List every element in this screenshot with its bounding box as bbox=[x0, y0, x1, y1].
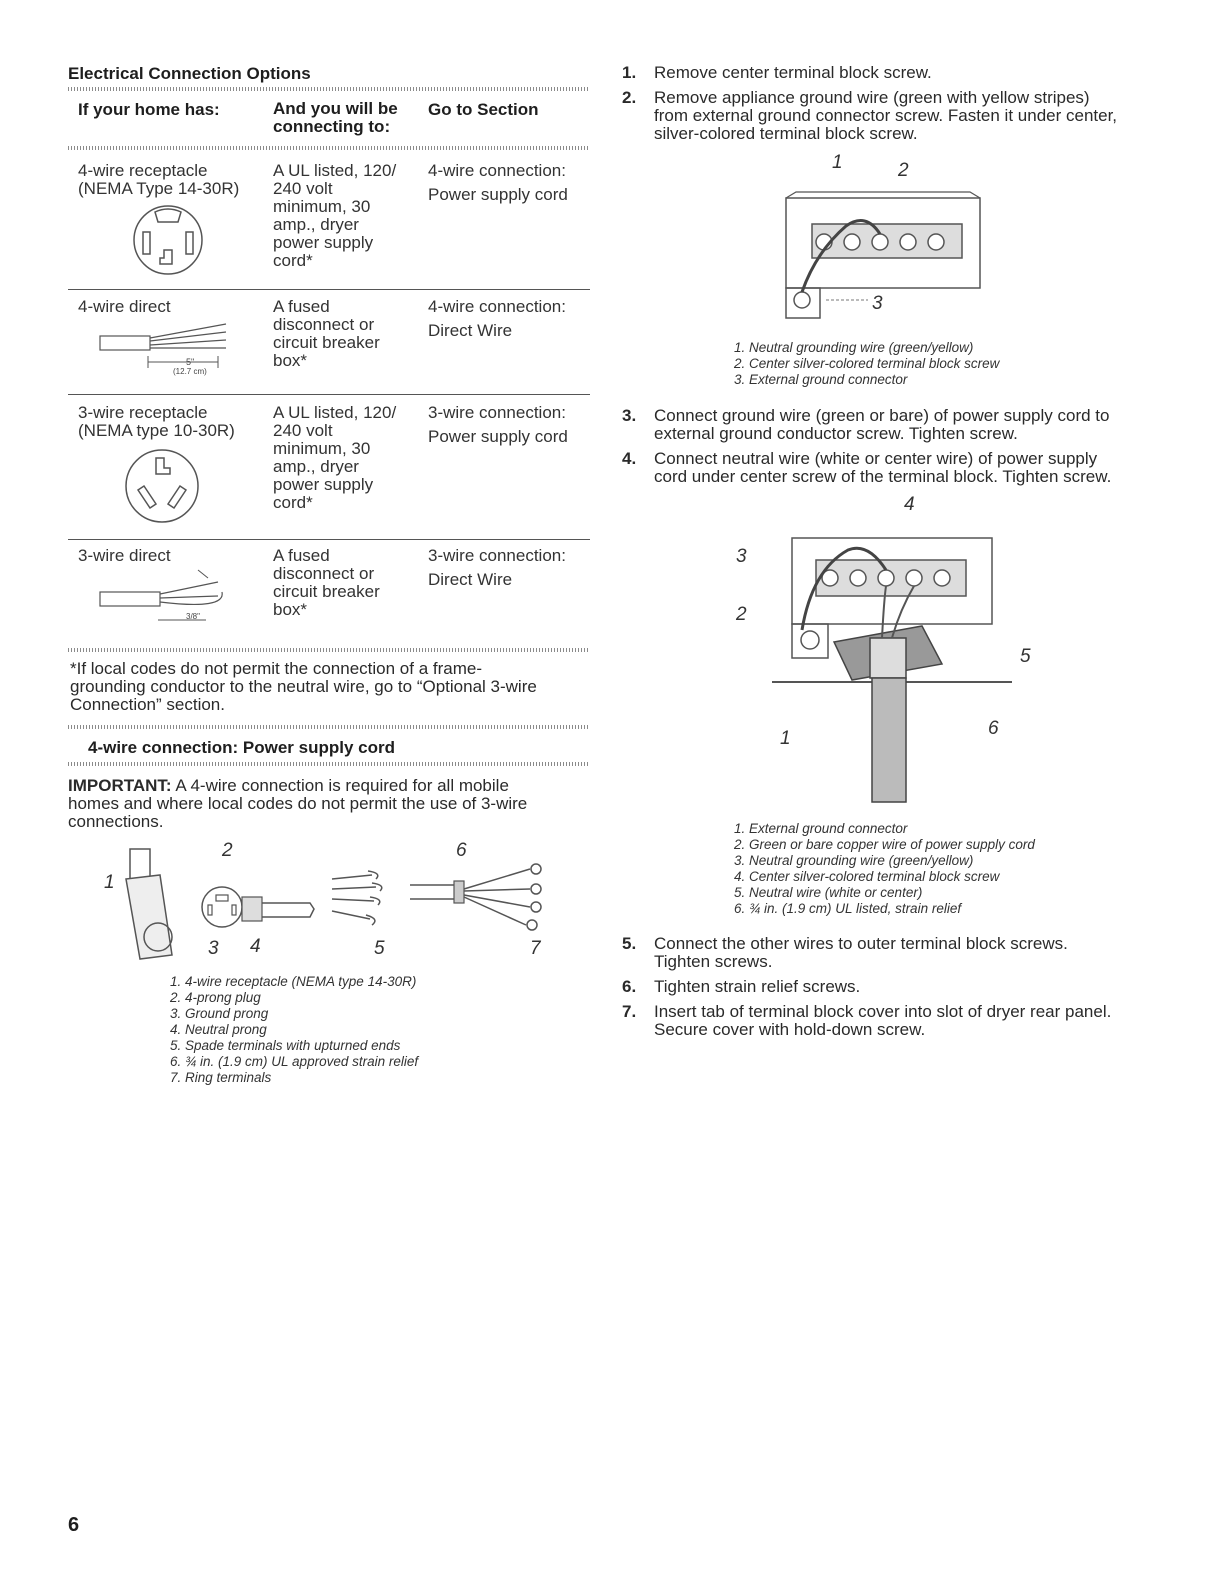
callout-number: 7 bbox=[530, 938, 541, 959]
table-cell-connect: A UL listed, 120/ 240 volt minimum, 30 amp., dryer power supply cord* bbox=[273, 161, 397, 270]
table-cell-home: 3-wire receptacle (NEMA type 10-30R) bbox=[78, 403, 235, 440]
step-number: 3. bbox=[622, 406, 637, 425]
dimension-label: (12.7 cm) bbox=[173, 367, 207, 376]
receptacle-10-30r-icon bbox=[120, 446, 204, 526]
dimension-label: 3/8" bbox=[186, 612, 200, 621]
divider bbox=[68, 394, 590, 395]
callout-number: 2 bbox=[222, 840, 233, 861]
dimension-label: 5" bbox=[186, 357, 195, 367]
figure-caption: 3. Ground prong bbox=[170, 1006, 269, 1021]
callout-number: 5 bbox=[374, 938, 385, 959]
divider bbox=[68, 648, 590, 652]
callout-number: 6 bbox=[456, 840, 467, 861]
table-cell-home: 3-wire direct bbox=[78, 546, 171, 565]
table-cell-section: 4-wire connection: bbox=[428, 161, 566, 180]
callout-number: 2 bbox=[898, 160, 909, 181]
callout-number: 2 bbox=[736, 604, 747, 625]
table-cell-connect: A UL listed, 120/ 240 volt minimum, 30 amp., dryer power supply cord* bbox=[273, 403, 397, 512]
step-item bbox=[622, 1002, 1154, 1039]
step-item bbox=[622, 63, 932, 82]
step-number: 4. bbox=[622, 449, 637, 468]
callout-number: 3 bbox=[872, 293, 883, 314]
figure-caption: 3. Neutral grounding wire (green/yellow) bbox=[734, 853, 974, 868]
divider bbox=[68, 762, 590, 766]
callout-number: 3 bbox=[736, 546, 747, 567]
step-number: 2. bbox=[622, 88, 637, 107]
table-cell-section: 4-wire connection: bbox=[428, 297, 566, 316]
step-text: Connect ground wire (green or bare) of power supply cord to external ground conductor screw. Tighten screw. bbox=[654, 406, 1110, 443]
figure-caption: 1. External ground connector bbox=[734, 821, 908, 836]
receptacle-14-30r-icon bbox=[128, 202, 208, 282]
figure-caption: 2. 4-prong plug bbox=[170, 990, 261, 1005]
figure-caption: 1. 4-wire receptacle (NEMA type 14-30R) bbox=[170, 974, 417, 989]
figure-caption: 1. Neutral grounding wire (green/yellow) bbox=[734, 340, 974, 355]
table-header-connect: And you will be connecting to: bbox=[273, 99, 398, 136]
table-cell-section: Power supply cord bbox=[428, 427, 568, 446]
step-number: 5. bbox=[622, 934, 637, 953]
divider bbox=[68, 289, 590, 290]
step-item bbox=[622, 88, 1154, 143]
page-number: 6 bbox=[68, 1514, 80, 1536]
callout-number: 1 bbox=[780, 728, 791, 749]
step-item bbox=[622, 934, 1154, 971]
section-title: Electrical Connection Options bbox=[68, 64, 311, 83]
figure-caption: 6. ¾ in. (1.9 cm) UL approved strain relief bbox=[170, 1054, 419, 1069]
table-cell-home: 4-wire direct bbox=[78, 297, 171, 316]
step-item bbox=[622, 449, 1154, 486]
step-text: Remove appliance ground wire (green with yellow stripes) from external ground connector screw. Fasten it under center, silver-colored terminal block screw. bbox=[654, 88, 1118, 143]
callout-number: 6 bbox=[988, 718, 999, 739]
subsection-title: 4-wire connection: Power supply cord bbox=[88, 738, 395, 757]
step-number: 6. bbox=[622, 977, 637, 996]
figure-caption: 2. Center silver-colored terminal block screw bbox=[734, 356, 1000, 371]
figure-caption: 7. Ring terminals bbox=[170, 1070, 272, 1085]
callout-number: 4 bbox=[904, 494, 915, 515]
step-text: Connect the other wires to outer terminal block screws. Tighten screws. bbox=[654, 934, 1068, 971]
divider bbox=[68, 146, 590, 150]
table-header-home: If your home has: bbox=[78, 100, 220, 119]
figure-caption: 4. Center silver-colored terminal block screw bbox=[734, 869, 1000, 884]
callout-number: 4 bbox=[250, 936, 261, 957]
figure-caption: 3. External ground connector bbox=[734, 372, 908, 387]
important-text: A 4-wire connection is required for all mobile homes and where local codes do not permit the use of 3-wire connections. bbox=[68, 776, 528, 831]
terminal-block-figure-2 bbox=[772, 530, 1022, 810]
table-cell-connect: A fused disconnect or circuit breaker box* bbox=[273, 297, 380, 370]
direct-wire-3-icon bbox=[98, 566, 238, 630]
figure-caption: 4. Neutral prong bbox=[170, 1022, 267, 1037]
callout-number: 5 bbox=[1020, 646, 1031, 667]
table-cell-section: 3-wire connection: bbox=[428, 403, 566, 422]
callout-number: 3 bbox=[208, 938, 219, 959]
direct-wire-4-icon bbox=[98, 320, 238, 384]
table-cell-home: 4-wire receptacle (NEMA Type 14-30R) bbox=[78, 161, 240, 198]
figure-caption: 6. ¾ in. (1.9 cm) UL listed, strain relief bbox=[734, 901, 962, 916]
step-text: Insert tab of terminal block cover into slot of dryer rear panel. Secure cover with hold-down screw. bbox=[654, 1002, 1112, 1039]
table-cell-connect: A fused disconnect or circuit breaker box* bbox=[273, 546, 380, 619]
step-number: 1. bbox=[622, 63, 637, 82]
table-header-section: Go to Section bbox=[428, 100, 539, 119]
callout-number: 1 bbox=[832, 152, 843, 173]
plug-figure bbox=[100, 845, 560, 965]
important-label: IMPORTANT: bbox=[68, 776, 172, 795]
divider bbox=[68, 725, 590, 729]
step-item bbox=[622, 977, 1154, 996]
figure-caption: 5. Spade terminals with upturned ends bbox=[170, 1038, 401, 1053]
divider bbox=[68, 539, 590, 540]
terminal-block-figure-1 bbox=[786, 192, 986, 322]
callout-number: 1 bbox=[104, 872, 115, 893]
figure-caption: 2. Green or bare copper wire of power supply cord bbox=[734, 837, 1035, 852]
figure-caption: 5. Neutral wire (white or center) bbox=[734, 885, 923, 900]
important-note bbox=[68, 777, 588, 831]
table-cell-section: Direct Wire bbox=[428, 570, 513, 589]
step-item bbox=[622, 406, 1154, 443]
step-text: Remove center terminal block screw. bbox=[654, 63, 932, 82]
table-cell-section: Power supply cord bbox=[428, 185, 568, 204]
footnote: *If local codes do not permit the connection of a frame- grounding conductor to the neutral wire, go to “Optional 3-wire Connection” section. bbox=[70, 659, 537, 714]
table-cell-section: 3-wire connection: bbox=[428, 546, 566, 565]
step-text: Connect neutral wire (white or center wire) of power supply cord under center screw of the terminal block. Tighten screw. bbox=[654, 449, 1112, 486]
step-text: Tighten strain relief screws. bbox=[654, 977, 861, 996]
divider bbox=[68, 87, 590, 91]
step-number: 7. bbox=[622, 1002, 637, 1021]
table-cell-section: Direct Wire bbox=[428, 321, 513, 340]
